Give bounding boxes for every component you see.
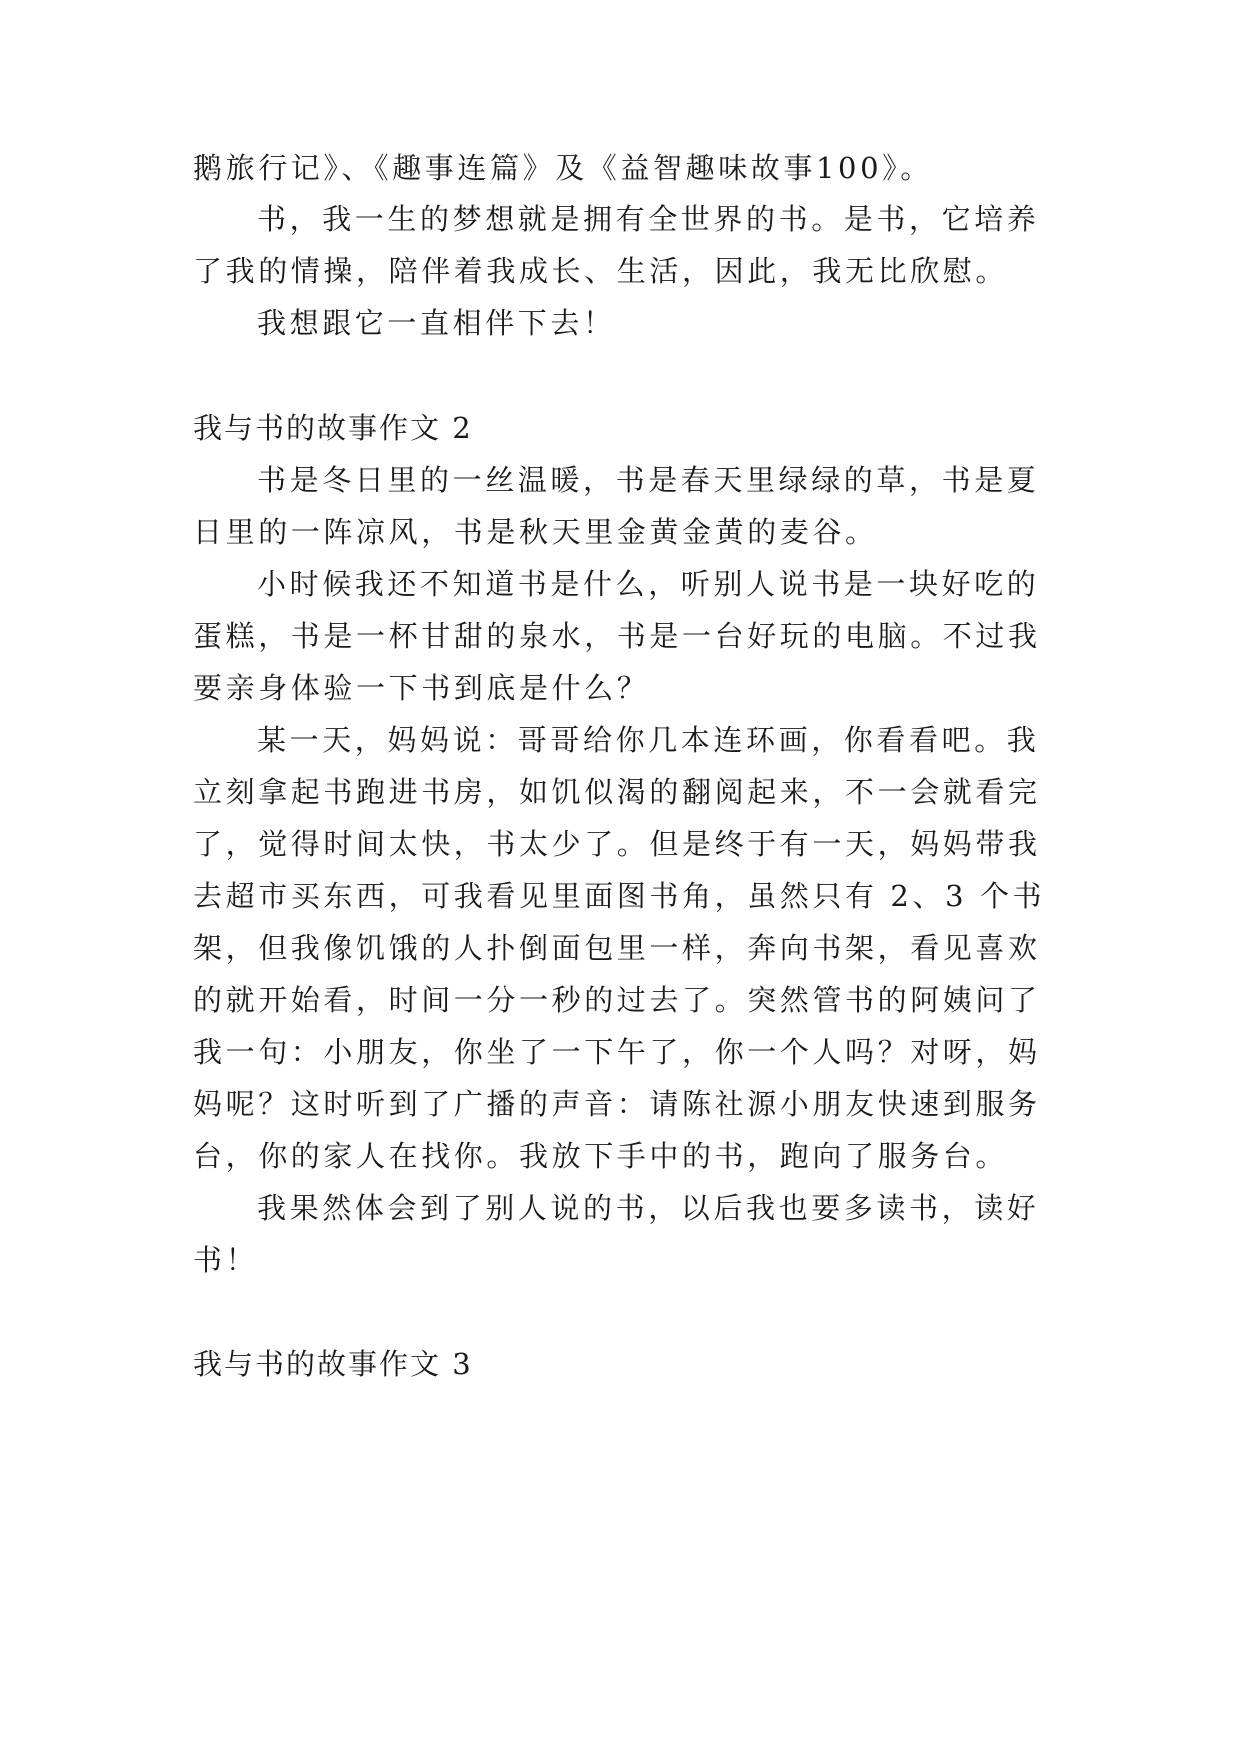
paragraph-line: 书！ [193, 1243, 259, 1277]
paragraph-line: 书，我一生的梦想就是拥有全世界的书。是书，它培养 [257, 202, 1040, 236]
paragraph-line: 妈呢？这时听到了广播的声音：请陈社源小朋友快速到服务 [193, 1087, 1041, 1121]
section-heading: 我与书的故事作文 2 [193, 411, 473, 445]
paragraph-line: 去超市买东西，可我看见里面图书角，虽然只有 2、3 个书 [193, 879, 1046, 913]
paragraph-line: 日里的一阵凉风，书是秋天里金黄金黄的麦谷。 [193, 515, 878, 549]
paragraph-line: 蛋糕，书是一杯甘甜的泉水，书是一台好玩的电脑。不过我 [193, 619, 1041, 653]
paragraph-line: 某一天，妈妈说：哥哥给你几本连环画，你看看吧。我 [257, 723, 1040, 757]
paragraph-line: 小时候我还不知道书是什么，听别人说书是一块好吃的 [257, 567, 1040, 601]
paragraph-line: 架，但我像饥饿的人扑倒面包里一样，奔向书架，看见喜欢 [193, 931, 1041, 965]
paragraph-line: 了，觉得时间太快，书太少了。但是终于有一天，妈妈带我 [193, 827, 1041, 861]
paragraph-line: 要亲身体验一下书到底是什么？ [193, 671, 650, 705]
paragraph-line: 书是冬日里的一丝温暖，书是春天里绿绿的草，书是夏 [257, 463, 1040, 497]
paragraph-line: 我想跟它一直相伴下去！ [257, 306, 616, 340]
paragraph-line: 的就开始看，时间一分一秒的过去了。突然管书的阿姨问了 [193, 983, 1041, 1017]
paragraph-line: 鹅旅行记》、《趣事连篇》及《益智趣味故事100》。 [193, 151, 933, 185]
paragraph-line: 了我的情操，陪伴着我成长、生活，因此，我无比欣慰。 [193, 254, 1009, 288]
paragraph-line: 立刻拿起书跑进书房，如饥似渴的翻阅起来，不一会就看完 [193, 775, 1041, 809]
section-heading: 我与书的故事作文 3 [193, 1347, 473, 1381]
paragraph-line: 我一句：小朋友，你坐了一下午了，你一个人吗？对呀，妈 [193, 1035, 1041, 1069]
paragraph-line: 我果然体会到了别人说的书，以后我也要多读书，读好 [257, 1191, 1040, 1225]
paragraph-line: 台，你的家人在找你。我放下手中的书，跑向了服务台。 [193, 1139, 1009, 1173]
